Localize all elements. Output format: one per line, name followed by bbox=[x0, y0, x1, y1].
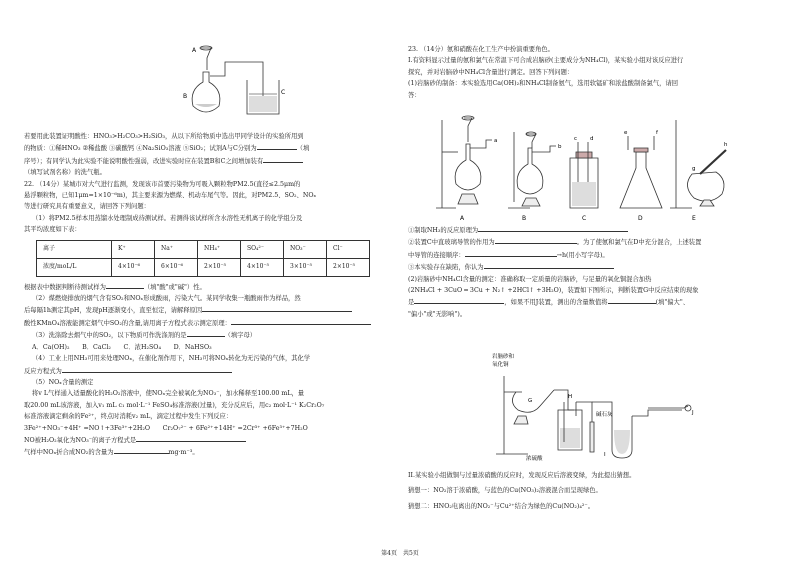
port-label-a: a bbox=[494, 138, 498, 144]
port-label-c: c bbox=[574, 136, 578, 142]
answer-blank[interactable] bbox=[136, 434, 246, 442]
answer-blank[interactable] bbox=[231, 317, 371, 325]
port-label-f: f bbox=[656, 130, 658, 136]
table-cell: 2×10⁻⁵ bbox=[327, 258, 370, 276]
q23-line-16: 猜想二：HNO₂电离出的NO₂⁻与Cu²⁺结合为绿色的Cu(NO₂)₄²⁻。 bbox=[408, 502, 595, 510]
q22-line-13 bbox=[24, 365, 396, 377]
q23-line-1: 23. （14分）氨和硝酸在化工生产中扮演重要角色。 bbox=[408, 46, 554, 53]
table-cell: Cl⁻ bbox=[327, 240, 370, 258]
q23-line-6 bbox=[408, 224, 780, 236]
q22-line-8-text: 后每隔1h测定其pH，发现pH逐渐变小，直至恒定，请解释原因 bbox=[24, 307, 203, 315]
q22-line-6-text: 根据表中数据判断待测试样为 bbox=[24, 283, 106, 291]
q21-line-1: 若要用此装置证明酸性：HNO₃>H₂CO₃>H₂SiO₃，从以下所给物质中选出甲同学设计的实验所用到 bbox=[24, 133, 304, 140]
port-label-b: b bbox=[558, 144, 562, 150]
fig2-label-top2: 氧化铜 bbox=[492, 362, 509, 368]
q23-line-14: II.某实验小组做铜与过量浓硝酸的反应时，发现反应后溶液变绿，为此提出猜想。 bbox=[408, 472, 636, 479]
answer-blank[interactable] bbox=[478, 224, 628, 232]
label-b: B bbox=[183, 93, 188, 100]
answer-blank[interactable] bbox=[257, 142, 297, 150]
apparatus-label-d: D bbox=[638, 215, 643, 222]
table-cell: NH₄⁺ bbox=[198, 240, 241, 258]
q22-line-10-text: （3）洗涤除去烟气中的SO₂，以下物质可作洗涤剂的是 bbox=[32, 332, 187, 340]
answer-blank[interactable] bbox=[495, 236, 577, 244]
table-cell: 3×10⁻⁵ bbox=[284, 258, 327, 276]
q22-line-3: 等进行研究具有重要意义，请回答下列问题： bbox=[24, 203, 150, 211]
q23-line-4: (1)岩脑砂的制备：本实验选用Ca(OH)₂和NH₄Cl制备氨气，选用软锰矿和浓盐酸制备氯气，请回 bbox=[408, 80, 679, 88]
q22-line-15: 将v L气样通入适量酸化的H₂O₂溶液中，使NOₓ完全被氧化为NO₃⁻，加水稀释至100.00 mL，量 bbox=[32, 390, 305, 398]
q23-line-8 bbox=[408, 249, 780, 261]
q23-line-7 bbox=[408, 236, 780, 248]
q22-line-8 bbox=[24, 304, 396, 316]
table-cell: 4×10⁻⁵ bbox=[241, 258, 284, 276]
table-cell: 4×10⁻⁶ bbox=[112, 258, 155, 276]
q21-line-4: （填写试剂名称）的洗气瓶。 bbox=[24, 169, 106, 177]
label-a: A bbox=[192, 47, 197, 54]
table-cell: Na⁺ bbox=[155, 240, 198, 258]
table-cell: 2×10⁻⁵ bbox=[198, 258, 241, 276]
fig2-label-side: 碱石灰 bbox=[596, 412, 613, 418]
q21-line-2 bbox=[24, 142, 396, 154]
q23-line-13: "偏小"或"无影响")。 bbox=[408, 310, 467, 318]
apparatus-label-c: C bbox=[582, 215, 587, 222]
q21-line-3-text: 序号）；有同学认为此实验不能说明酸性强弱，改进实验时应在装置B和C之间增加装有 bbox=[24, 157, 264, 165]
q22-line-19-text: NO被H₂O₂氧化为NO₃⁻的离子方程式是 bbox=[24, 436, 137, 444]
q21-line-2-tail: （填 bbox=[296, 145, 310, 153]
q23-line-6-text: ①制取NH₃的反应原理为 bbox=[408, 227, 479, 234]
q22-line-20 bbox=[24, 446, 396, 458]
table-cell: 浓度/moL/L bbox=[37, 258, 112, 276]
q22-line-5: 其平均浓度如下表： bbox=[24, 226, 81, 234]
page-footer: 第4页 共5页 bbox=[381, 550, 419, 557]
table-cell: SO₄²⁻ bbox=[241, 240, 284, 258]
q23-line-12-mid: ，如果不用J装置，测出的含量数值将 bbox=[504, 299, 608, 307]
q23-line-8-text: 中导管的连接顺序： bbox=[408, 251, 465, 259]
acid-strength-apparatus bbox=[179, 40, 289, 120]
q22-line-9 bbox=[24, 317, 396, 329]
gas-preparation-apparatus bbox=[430, 112, 730, 224]
q23-line-12 bbox=[408, 296, 780, 308]
fig2-label-h: H bbox=[568, 394, 573, 400]
fig2-label-i: I bbox=[604, 452, 606, 458]
q23-line-12-text: 是 bbox=[408, 299, 415, 307]
q23-line-10: (2)岩脑砂中NH₄Cl含量的测定：准确称取一定质量的岩脑砂，与足量的氧化铜混合加热 bbox=[408, 275, 652, 283]
q22-line-10-tail: （填字母） bbox=[224, 332, 257, 340]
port-label-h: h bbox=[724, 142, 728, 148]
answer-blank[interactable] bbox=[484, 261, 614, 269]
q22-line-10 bbox=[24, 329, 396, 341]
q22-line-4: （1）将PM2.5样本用蒸馏水处理制成待测试样。若测得该试样所含水溶性无机离子的化学组分及 bbox=[32, 214, 303, 222]
q22-line-20-text: 气样中NOₓ折合成NO₂的含量为 bbox=[24, 449, 114, 457]
port-label-e: e bbox=[624, 130, 628, 136]
q22-equations: 3Fe²⁺+NO₃⁻+4H⁺ =NO↑+3Fe³⁺+2H₂O Cr₂O₇²⁻ + 6Fe²⁺+14H⁺ =2Cr³⁺ +6Fe³⁺+7H₂O bbox=[24, 424, 308, 432]
q22-line-16: 取20.00 mL该溶液，加入v₁ mL c₁ mol·L⁻¹ FeSO₄标准溶液(过量)，充分反应后，用c₂ mol·L⁻¹ K₂Cr₂O₇ bbox=[24, 401, 325, 409]
ion-concentration-table bbox=[36, 240, 370, 277]
nh4cl-measurement-apparatus bbox=[488, 350, 718, 462]
table-header-row bbox=[37, 240, 370, 258]
port-label-g: g bbox=[692, 166, 696, 172]
q23-line-5: 答： bbox=[408, 91, 421, 99]
fig2-label-bottom: 浓硫酸 bbox=[526, 456, 543, 462]
q22-line-6 bbox=[24, 281, 396, 293]
q22-line-1: 22. （14分）某城市对大气进行监测，发现该市首要污染物为可吸入颗粒物PM2.5(直径≤2.5μm的 bbox=[24, 180, 301, 188]
q23-line-7-tail: 。为了使氨和氯气在D中充分混合，上述装置 bbox=[576, 239, 702, 247]
q23-line-11: (2NH₄Cl + 3CuO ═ 3Cu + N₂↑ +2HCl↑ +3H₂O)，装置如下图所示，判断装置G中反应结束的现象 bbox=[408, 287, 699, 295]
q21-line-3 bbox=[24, 155, 396, 167]
q22-line-9-text: 酸性KMnO₄溶液能测定烟气中SO₂的含量,请用离子方程式表示测定原理： bbox=[24, 319, 231, 327]
q21-line-2-text: 的物质：①稀HNO₃ ②稀盐酸 ③碳酸钙 ④Na₂SiO₃溶液 ⑤SiO₂；试剂A与C分别为 bbox=[24, 145, 257, 153]
q23-line-8-tail: →h(用小写字母)。 bbox=[556, 251, 609, 259]
fig2-label-j: J bbox=[692, 410, 694, 416]
q23-line-3: 探究，并对岩脑砂中NH₄Cl含量进行测定。回答下列问题： bbox=[408, 68, 574, 76]
apparatus-label-a: A bbox=[460, 215, 465, 222]
table-row bbox=[37, 258, 370, 276]
label-c: C bbox=[281, 89, 286, 96]
answer-blank[interactable] bbox=[263, 155, 303, 163]
fig2-label-top: 岩脑砂和 bbox=[492, 354, 515, 360]
q23-line-12-tail: (填"偏大"、 bbox=[655, 299, 690, 307]
q22-line-20-tail: mg·m⁻³。 bbox=[168, 449, 199, 457]
answer-blank[interactable] bbox=[114, 446, 169, 454]
answer-blank[interactable] bbox=[62, 365, 232, 373]
table-cell: K⁺ bbox=[112, 240, 155, 258]
answer-blank[interactable] bbox=[202, 304, 352, 312]
connection-order-blank[interactable] bbox=[465, 249, 557, 257]
answer-blank[interactable] bbox=[106, 281, 144, 289]
q22-line-6-tail: （填"酸"或"碱"）性。 bbox=[143, 283, 206, 291]
q22-line-12: （4）工业上用NH₃可用来处理NOₓ，在催化剂作用下，NH₃可将NOₓ转化为无污染的气体，其化学 bbox=[32, 355, 311, 363]
q23-line-15: 猜想一：NO₂溶于浓硝酸，与蓝色的Cu(NO₃)₂溶液混合而呈现绿色。 bbox=[408, 487, 602, 495]
answer-blank[interactable] bbox=[187, 329, 225, 337]
q23-line-9 bbox=[408, 261, 780, 273]
port-label-d: d bbox=[590, 136, 594, 142]
q22-line-17: 标准溶液滴定剩余的Fe²⁺，终点时消耗v₂ mL，滴定过程中发生下列反应： bbox=[24, 413, 233, 421]
q22-line-7: （2）煤燃烧排放的烟气含有SO₂和NOₓ形成酸雨，污染大气。某同学收集一瓶酸雨作为样品，然 bbox=[32, 295, 301, 303]
q22-line-19 bbox=[24, 434, 396, 446]
table-cell: 离子 bbox=[37, 240, 112, 258]
apparatus-label-e: E bbox=[692, 215, 696, 222]
q23-line-7-text: ②装置C中直玻璃导管的作用为 bbox=[408, 239, 495, 247]
table-cell: 6×10⁻⁶ bbox=[155, 258, 198, 276]
q23-line-2: I.有资料显示过量的氨和氯气在常温下可合成岩脑砂(主要成分为NH₄Cl)，某实验小组对该反应进行 bbox=[408, 57, 684, 65]
answer-blank[interactable] bbox=[608, 296, 656, 304]
q22-line-14: （5）NOₓ含量的测定 bbox=[32, 378, 94, 386]
table-cell: NO₃⁻ bbox=[284, 240, 327, 258]
q22-options: A．Ca(OH)₂ B．CaCl₂ C．浓H₂SO₄ D．NaHSO₃ bbox=[32, 343, 212, 351]
fig2-label-g: G bbox=[528, 398, 533, 404]
q23-line-9-text: ③本实验存在缺陷，你认为 bbox=[408, 264, 484, 272]
answer-blank[interactable] bbox=[414, 296, 504, 304]
apparatus-label-b: B bbox=[522, 215, 527, 222]
q22-line-13-text: 反应方程式为 bbox=[24, 367, 62, 375]
q22-line-2: 悬浮颗粒物，已知1μm=1×10⁻⁶m)，其主要来源为燃煤、机动车尾气等。因此，对PM2.5、SO₂、NOₓ bbox=[24, 192, 317, 200]
